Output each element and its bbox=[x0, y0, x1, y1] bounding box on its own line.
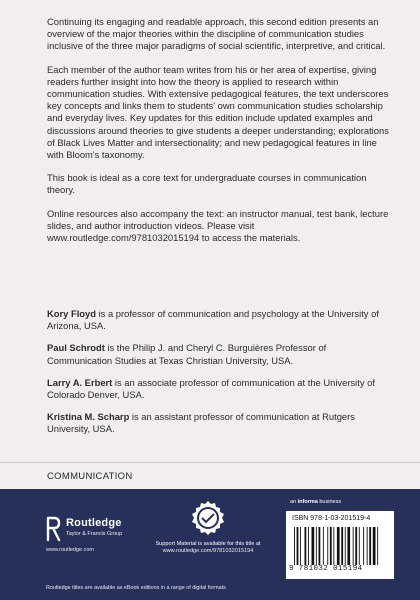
author-name: Larry A. Erbert bbox=[47, 376, 113, 388]
author-description: is a professor of communication and psychology at the University of Arizona, USA. bbox=[47, 308, 379, 332]
informa-brand: informa bbox=[297, 499, 318, 505]
support-material-url: www.routledge.com/9781032015194 bbox=[162, 548, 254, 554]
ebook-availability-note: Routledge titles are available as eBook editions in a range of digital formats bbox=[46, 585, 226, 591]
barcode-digits: 9 781032 015194 bbox=[289, 565, 363, 573]
support-material-notice bbox=[148, 499, 268, 554]
author-description: is an associate professor of communication at the University of Colorado Denver, USA. bbox=[47, 376, 375, 401]
isbn-label: ISBN 978-1-03-201519-4 bbox=[292, 515, 371, 522]
support-material-badge-icon bbox=[188, 499, 228, 539]
author-bio bbox=[47, 377, 389, 401]
informa-tagline bbox=[290, 499, 341, 505]
isbn-barcode bbox=[286, 511, 394, 579]
author-bio bbox=[47, 308, 389, 332]
blurb-paragraph-4: Online resources also accompany the text: an instructor manual, test bank, lecture slides, and author introduction videos. Please visit www.routledge.com/9781032015194 to access the materials. bbox=[47, 207, 389, 244]
back-cover-blurb bbox=[47, 16, 389, 255]
publisher-group: Taylor & Francis Group bbox=[66, 531, 123, 537]
subject-category-label: COMMUNICATION bbox=[47, 471, 133, 482]
informa-suffix: business bbox=[317, 499, 342, 505]
author-name: Kristina M. Scharp bbox=[47, 411, 130, 423]
author-bio bbox=[47, 411, 389, 435]
blurb-paragraph-2: Each member of the author team writes from his or her area of expertise, giving readers further insight into how the theory is applied to research within communication studies. With extensive pedagogical features, the text underscores key concepts and links them to students' own communication studies scholarship and everyday lives. Key updates for this edition include updated examples and discussions around theories to give students a deeper understanding; explorations of Black Lives Matter and intersectionality; and new pedagogical features in line with Bloom's taxonomy. bbox=[47, 63, 389, 161]
author-bios bbox=[47, 308, 389, 446]
support-material-line-1: Support Material is available for this title at bbox=[155, 541, 261, 547]
publisher-band bbox=[0, 489, 420, 600]
author-name: Kory Floyd bbox=[47, 308, 96, 319]
blurb-paragraph-3: This book is ideal as a core text for undergraduate courses in communication theory. bbox=[47, 172, 367, 196]
author-bio bbox=[47, 342, 389, 366]
author-description: is the Philip J. and Cheryl C. Burguières Professor of Communication Studies at Texas Christian University, USA. bbox=[47, 342, 327, 366]
routledge-r-icon bbox=[46, 516, 62, 542]
informa-prefix: an bbox=[290, 499, 298, 505]
routledge-logo bbox=[46, 516, 156, 556]
barcode-icon bbox=[294, 527, 388, 565]
subject-category-strip bbox=[0, 462, 420, 488]
author-name: Paul Schrodt bbox=[47, 342, 105, 354]
publisher-brand: Routledge bbox=[66, 517, 122, 529]
author-description: is an assistant professor of communication at Rutgers University, USA. bbox=[47, 411, 355, 435]
publisher-url: www.routledge.com bbox=[46, 547, 94, 553]
blurb-paragraph-1: Continuing its engaging and readable approach, this second edition presents an overview of the major theories within the discipline of communication studies inclusive of the three major paradigms of social scientific, interpretive, and critical. bbox=[47, 16, 386, 52]
